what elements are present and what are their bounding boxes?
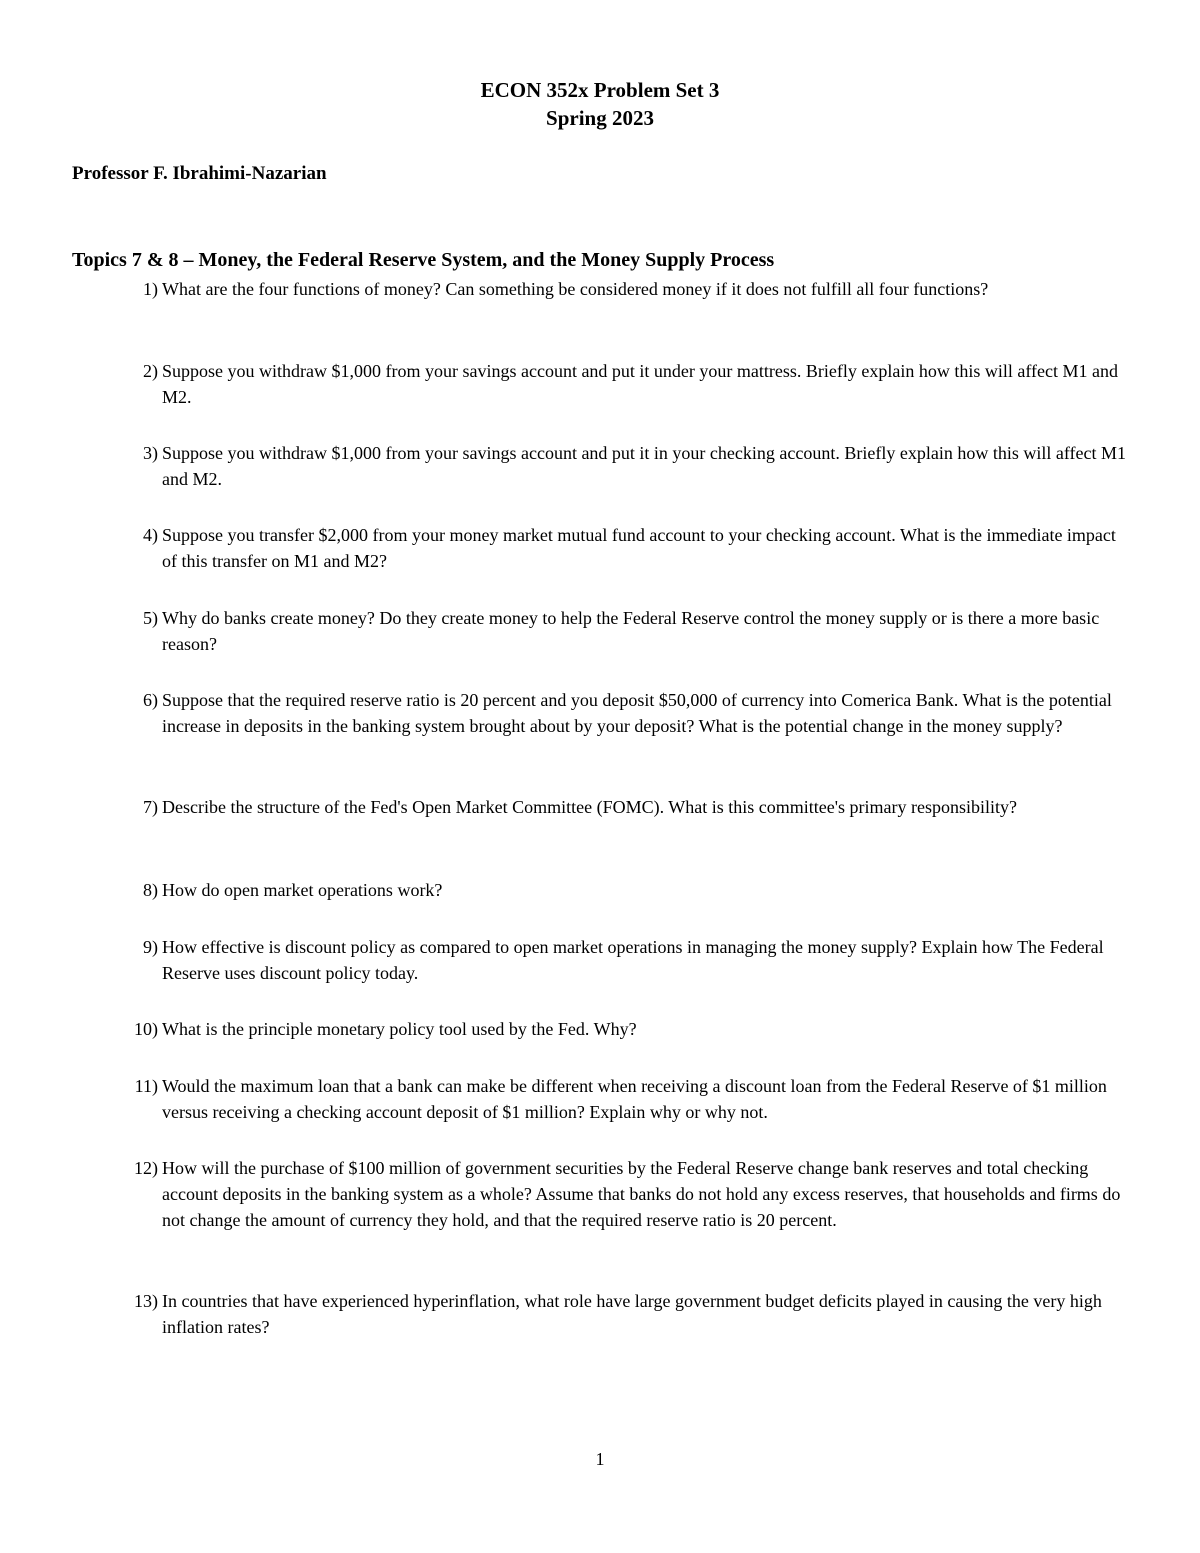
topic-heading: Topics 7 & 8 – Money, the Federal Reserve System, and the Money Supply Process bbox=[72, 249, 775, 271]
question-text: How effective is discount policy as compared to open market operations in managing the money supply? Explain how The Federal Reserve uses discount policy today. bbox=[162, 937, 1104, 983]
page-number: 1 bbox=[595, 1449, 605, 1469]
question-number: 1) bbox=[143, 279, 158, 299]
question-number: 4) bbox=[143, 525, 158, 545]
question-number: 6) bbox=[143, 690, 158, 710]
document-title: ECON 352x Problem Set 3 bbox=[480, 78, 720, 102]
question-text: Would the maximum loan that a bank can make be different when receiving a discount loan from the Federal Reserve of $1 million versus receiving a checking account deposit of $1 million? Explain why or why not. bbox=[162, 1076, 1107, 1122]
question-text: Describe the structure of the Fed's Open Market Committee (FOMC). What is this committee's primary responsibility? bbox=[162, 797, 1017, 817]
question-text: How will the purchase of $100 million of government securities by the Federal Reserve change bank reserves and total checking account deposits in the banking system as a whole? Assume that banks do not hold any excess reserves, that households and firms do not change the amount of currency they hold, and that the required reserve ratio is 20 percent. bbox=[162, 1158, 1121, 1230]
question-number: 9) bbox=[143, 937, 158, 957]
question-number: 12) bbox=[134, 1158, 158, 1178]
question-number: 8) bbox=[143, 880, 158, 900]
question-text: Suppose that the required reserve ratio is 20 percent and you deposit $50,000 of currency into Comerica Bank. What is the potential increase in deposits in the banking system brought about by your deposit? What is the potential change in the money supply? bbox=[162, 690, 1112, 736]
question-number: 13) bbox=[134, 1291, 158, 1311]
question-text: In countries that have experienced hyperinflation, what role have large government budget deficits played in causing the very high inflation rates? bbox=[162, 1291, 1102, 1337]
question-text: Suppose you transfer $2,000 from your money market mutual fund account to your checking account. What is the immediate impact of this transfer on M1 and M2? bbox=[162, 525, 1116, 571]
question-number: 2) bbox=[143, 361, 158, 381]
question-number: 3) bbox=[143, 443, 158, 463]
question-number: 7) bbox=[143, 797, 158, 817]
question-number: 10) bbox=[134, 1019, 158, 1039]
question-text: Suppose you withdraw $1,000 from your savings account and put it in your checking account. Briefly explain how this will affect M1 and M2. bbox=[162, 443, 1126, 489]
question-text: What are the four functions of money? Can something be considered money if it does not fulfill all four functions? bbox=[162, 279, 989, 299]
question-number: 11) bbox=[134, 1076, 158, 1096]
question-text: How do open market operations work? bbox=[162, 880, 443, 900]
question-text: What is the principle monetary policy tool used by the Fed. Why? bbox=[162, 1019, 637, 1039]
document-term: Spring 2023 bbox=[546, 106, 654, 130]
question-text: Why do banks create money? Do they create money to help the Federal Reserve control the money supply or is there a more basic reason? bbox=[162, 608, 1100, 654]
professor-name: Professor F. Ibrahimi-Nazarian bbox=[72, 163, 327, 184]
question-number: 5) bbox=[143, 608, 158, 628]
question-text: Suppose you withdraw $1,000 from your savings account and put it under your mattress. Briefly explain how this will affect M1 and M2. bbox=[162, 361, 1118, 407]
